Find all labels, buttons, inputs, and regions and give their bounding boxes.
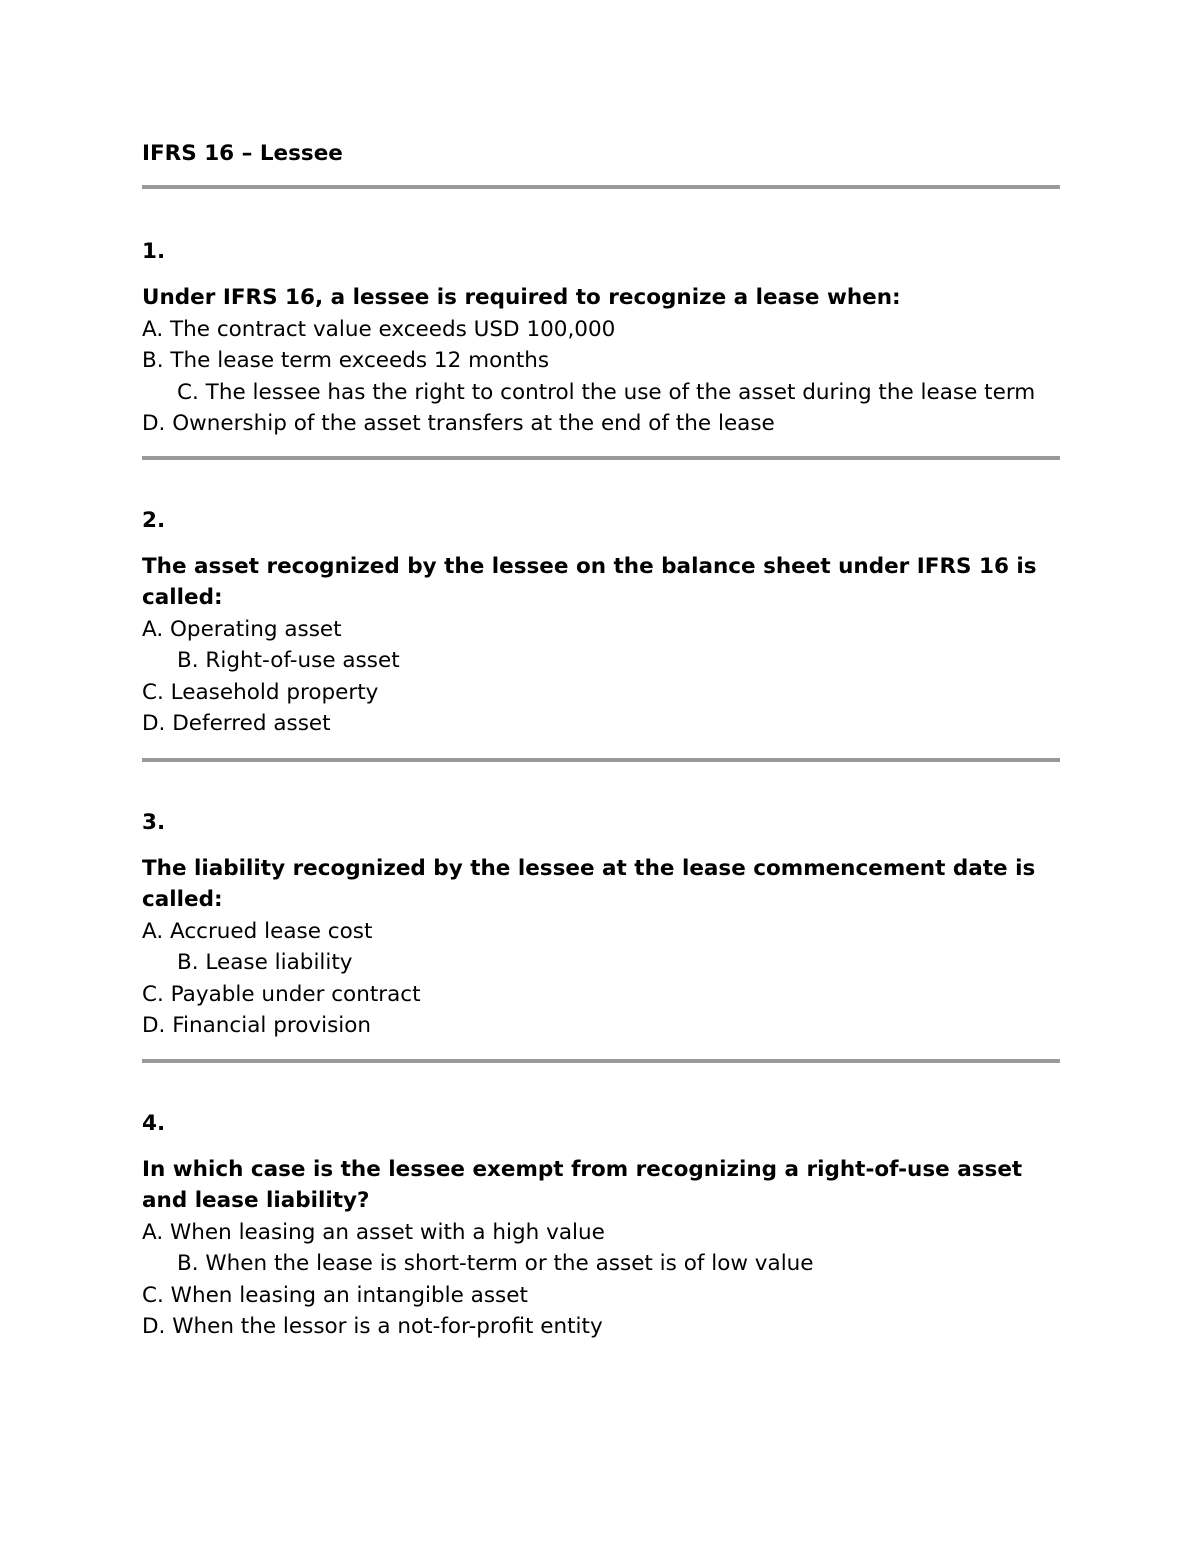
question-3 (142, 807, 1060, 1042)
option-c: C. Leasehold property (142, 679, 379, 705)
option-list (142, 314, 1060, 440)
option-b: B. Lease liability (177, 950, 353, 975)
option-a: A. Accrued lease cost (142, 918, 373, 944)
divider (142, 1059, 1060, 1063)
option-a: A. The contract value exceeds USD 100,000 (142, 316, 616, 342)
question-number: 1. (142, 239, 166, 264)
question-text: In which case is the lessee exempt from recognizing a right-of-use asset and lease liability? (142, 1156, 1023, 1213)
option-b: B. The lease term exceeds 12 months (142, 348, 550, 373)
option-b: B. Right-of-use asset (177, 648, 400, 673)
divider (142, 185, 1060, 189)
question-text: The liability recognized by the lessee at the lease commencement date is called: (142, 855, 1036, 912)
question-number: 3. (142, 809, 166, 835)
option-c: C. Payable under contract (142, 981, 421, 1007)
option-d: D. Deferred asset (142, 711, 331, 736)
question-4 (142, 1108, 1060, 1343)
option-list (142, 916, 1060, 1042)
option-d: D. Ownership of the asset transfers at the end of the lease (142, 411, 775, 436)
option-c: C. The lessee has the right to control the use of the asset during the lease term (177, 379, 1036, 405)
divider (142, 758, 1060, 762)
question-text: The asset recognized by the lessee on the balance sheet under IFRS 16 is called: (142, 553, 1037, 610)
question-1 (142, 236, 1060, 440)
option-a: A. Operating asset (142, 616, 342, 642)
document-page (142, 138, 1060, 1343)
option-list (142, 1217, 1060, 1343)
option-d: D. When the lessor is a not-for-profit entity (142, 1314, 603, 1339)
question-number: 4. (142, 1110, 166, 1136)
divider (142, 456, 1060, 460)
question-number: 2. (142, 507, 166, 533)
option-b: B. When the lease is short-term or the asset is of low value (177, 1251, 814, 1276)
option-a: A. When leasing an asset with a high value (142, 1219, 605, 1245)
document-title: IFRS 16 – Lessee (142, 141, 343, 166)
option-d: D. Financial provision (142, 1013, 372, 1038)
option-c: C. When leasing an intangible asset (142, 1282, 528, 1308)
question-2 (142, 505, 1060, 740)
question-text: Under IFRS 16, a lessee is required to recognize a lease when: (142, 285, 901, 310)
option-list (142, 614, 1060, 740)
